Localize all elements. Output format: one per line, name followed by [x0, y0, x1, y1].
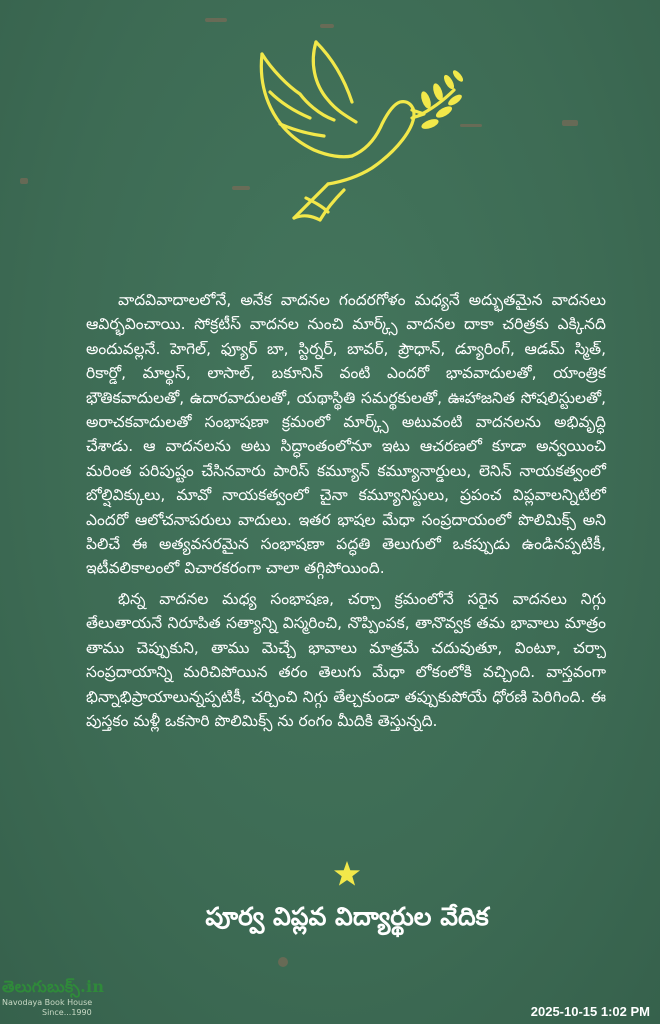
star-icon — [333, 860, 361, 888]
watermark-since: Since...1990 — [42, 1008, 92, 1017]
cover-speck — [320, 24, 334, 28]
watermark-tagline: Navodaya Book House — [2, 998, 93, 1007]
cover-speck — [460, 124, 482, 127]
blurb-paragraph: వాదవివాదాలలోనే, అనేక వాదనల గందరగోళం మధ్యనే అద్భుతమైన వాదనలు ఆవిర్భవించాయి. సోక్రటీస్ వాదనల నుంచి మార్క్స్ వాదనల దాకా చరిత్రకు ఎక్కినది అందువల్లనే. హెగెల్, ఫ్యూర్ బా, స్టిర్నర్, బావర్, ప్రౌధాన్, డ్యూరింగ్, ఆడమ్ స్మిత్, రికార్డో, మాల్థస్, లాసాల్, బకూనిన్ వంటి ఎందరో భావవాదులతో, యాంత్రిక భౌతికవాదులతో, ఉదారవాదులతో, యథాస్థితి సమర్థకులతో, ఊహాజనిత సోషలిస్టులతో, అరాచకవాదులతో సంభాషణా క్రమంలో మార్క్స్ అటువంటి వాదనలను అభివృద్ధి చేశాడు. ఆ వాదనలను అటు సిద్ధాంతంలోనూ ఇటు ఆచరణలో కూడా అన్వయించి మరింత పరిపుష్టం చేసినవారు పారిస్ కమ్యూన్ కమ్యూనార్డులు, లెనిన్ నాయకత్వంలో బోల్షివిక్కులు, మావో నాయకత్వంలో చైనా కమ్యూనిస్టులు, ప్రపంచ విప్లవాలన్నిటిలో ఎందరో ఆలోచనాపరులు వాదులు. ఇతర భాషల మేధా సంప్రదాయంలో పొలిమిక్స్ అని పిలిచే ఈ అత్యవసరమైన సంభాషణా పద్ధతి తెలుగులో ఒకప్పుడు ఉండినప్పటికీ, ఇటీవలికాలంలో విచారకరంగా చాలా తగ్గిపోయింది. — [86, 291, 606, 578]
watermark-logo — [2, 978, 128, 1022]
publisher-name: పూర్వ విప్లవ విద్యార్థుల వేదిక — [205, 902, 489, 931]
photo-timestamp: 2025-10-15 1:02 PM — [530, 1004, 650, 1019]
cover-speck — [562, 120, 578, 126]
cover-speck — [278, 957, 288, 967]
blurb-paragraph: భిన్న వాదనల మధ్య సంభాషణ, చర్చా క్రమంలోనే సరైన వాదనలు నిగ్గు తేలుతాయనే నిరూపిత సత్యాన్ని విస్మరించి, నొప్పింపక, తానొవ్వక తమ భావాలు మాత్రం తాము చెప్పుకుని, తాము మెచ్చే భావాలు మాత్రమే చదువుతూ, వింటూ, చర్చా సంప్రదాయాన్ని మరిచిపోయిన తరం తెలుగు మేధా లోకంలోకి వచ్చింది. వాస్తవంగా భిన్నాభిప్రాయాలున్నప్పటికీ, చర్చించి నిగ్గు తేల్చకుండా తప్పుకుపోయే ధోరణి పెరిగింది. ఈ పుస్తకం మళ్లీ ఒకసారి పొలిమిక్స్ ను రంగం మీదికి తెస్తున్నది. — [86, 589, 606, 730]
dove-with-olive-branch-icon — [248, 30, 463, 230]
cover-speck — [205, 18, 227, 22]
watermark-name: తెలుగుబుక్స్.in — [2, 977, 105, 996]
back-cover-blurb — [86, 288, 606, 733]
cover-speck — [20, 178, 28, 184]
